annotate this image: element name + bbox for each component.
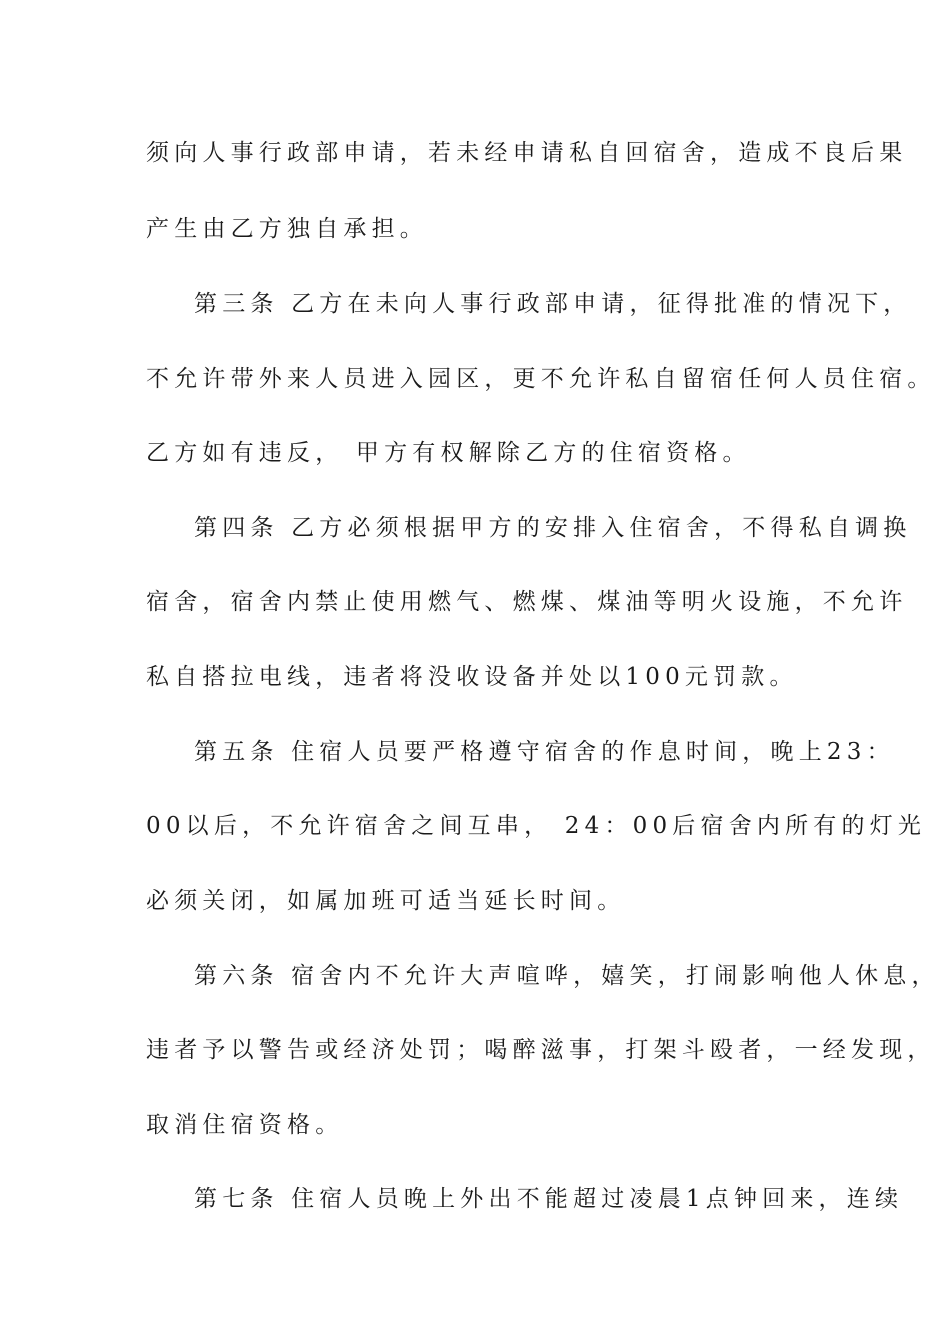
text-line: 私自搭拉电线，违者将没收设备并处以100元罚款。	[146, 664, 798, 690]
text-line: 乙方如有违反， 甲方有权解除乙方的住宿资格。	[146, 440, 751, 466]
text-line: 必须关闭，如属加班可适当延长时间。	[146, 888, 626, 914]
article-4-heading-line: 第四条 乙方必须根据甲方的安排入住宿舍，不得私自调换	[194, 515, 912, 541]
text-line: 取消住宿资格。	[146, 1112, 344, 1138]
text-line: 产生由乙方独自承担。	[146, 216, 428, 242]
article-5-heading-line: 第五条 住宿人员要严格遵守宿舍的作息时间，晚上23：	[194, 739, 895, 765]
text-line: 00以后，不允许宿舍之间互串， 24：00后宿舍内所有的灯光	[146, 813, 927, 839]
text-line: 违者予以警告或经济处罚；喝醉滋事，打架斗殴者，一经发现，	[146, 1037, 936, 1063]
text-line: 宿舍，宿舍内禁止使用燃气、燃煤、煤油等明火设施，不允许	[146, 589, 908, 615]
article-7-heading-line: 第七条 住宿人员晚上外出不能超过凌晨1点钟回来，连续	[194, 1186, 904, 1212]
text-line: 须向人事行政部申请，若未经申请私自回宿舍，造成不良后果	[146, 140, 908, 166]
article-3-heading-line: 第三条 乙方在未向人事行政部申请，征得批准的情况下，	[194, 291, 912, 317]
article-6-heading-line: 第六条 宿舍内不允许大声喧哗，嬉笑，打闹影响他人休息，	[194, 963, 940, 989]
text-line: 不允许带外来人员进入园区，更不允许私自留宿任何人员住宿。	[146, 366, 936, 392]
